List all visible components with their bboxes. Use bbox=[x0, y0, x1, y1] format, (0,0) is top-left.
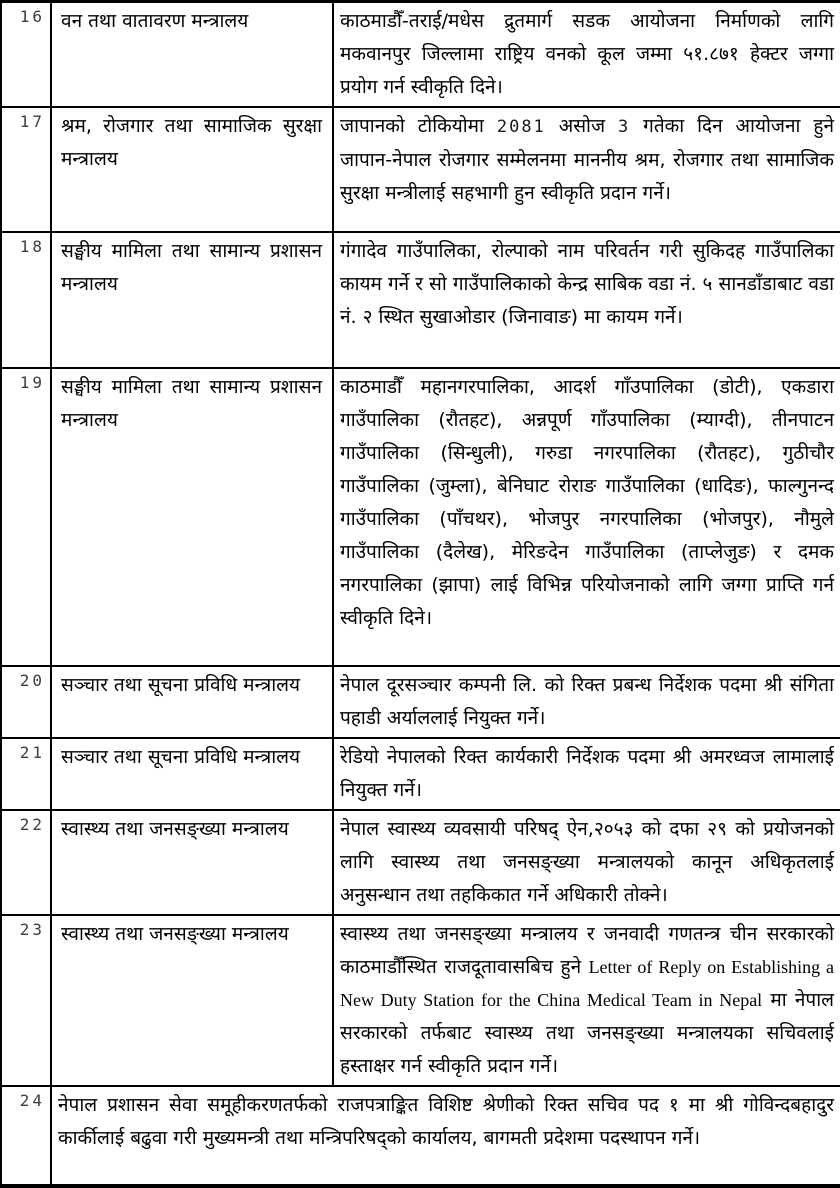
serial-number-cell: 16 bbox=[1, 2, 51, 108]
table-row bbox=[1, 738, 840, 810]
ministry-cell: सञ्चार तथा सूचना प्रविधि मन्त्रालय bbox=[51, 666, 333, 738]
table-row bbox=[1, 107, 840, 232]
decision-text-segment: गंगादेव गाउँपालिका, रोल्पाको नाम परिवर्तन गरी सुकिदह गाउँपालिका कायम गर्ने र सो गाउँपालिकाको केन्द्र साबिक वडा नं. ५ सानडाँडाबाट वडा नं. २ स्थित सुखाओडार (जिनावाङ) मा कायम गर्ने। bbox=[340, 240, 834, 328]
decision-text-segment: मा नेपाल सरकारको तर्फबाट स्वास्थ्य तथा जनसङ्ख्या मन्त्रालयका सचिवलाई हस्ताक्षर गर्न स्वीकृति प्रदान गर्ने। bbox=[340, 989, 834, 1077]
decision-text-segment: 2081 bbox=[496, 117, 546, 137]
ministry-cell: वन तथा वातावरण मन्त्रालय bbox=[51, 2, 333, 108]
table-row bbox=[1, 1086, 840, 1186]
decision-text-segment: रेडियो नेपालको रिक्त कार्यकारी निर्देशक पदमा श्री अमरध्वज लामालाई नियुक्त गर्ने। bbox=[340, 746, 834, 801]
table-row bbox=[1, 368, 840, 666]
ministry-cell: सङ्घीय मामिला तथा सामान्य प्रशासन मन्त्रालय bbox=[51, 368, 333, 666]
serial-number-cell: 20 bbox=[1, 666, 51, 738]
decision-cell bbox=[333, 2, 840, 108]
ministry-cell: स्वास्थ्य तथा जनसङ्ख्या मन्त्रालय bbox=[51, 915, 333, 1086]
table-row bbox=[1, 915, 840, 1086]
serial-number-cell: 23 bbox=[1, 915, 51, 1086]
decision-text-segment: असोज bbox=[545, 115, 618, 137]
decision-cell bbox=[51, 1086, 840, 1186]
decision-text-segment: नेपाल प्रशासन सेवा समूहीकरणतर्फको राजपत्राङ्कित विशिष्ट श्रेणीको रिक्त सचिव पद १ मा श्री गोविन्दबहादुर कार्कीलाई बढुवा गरी मुख्यमन्त्री तथा मन्त्रिपरिषद्को कार्यालय, बागमती प्रदेशमा पदस्थापन गर्ने। bbox=[58, 1094, 834, 1149]
decision-text-segment: जापानको टोकियोमा bbox=[340, 115, 497, 137]
serial-number-cell: 21 bbox=[1, 738, 51, 810]
serial-number-cell: 24 bbox=[1, 1086, 51, 1186]
serial-number-cell: 17 bbox=[1, 107, 51, 232]
decision-cell bbox=[333, 232, 840, 368]
ministry-cell: स्वास्थ्य तथा जनसङ्ख्या मन्त्रालय bbox=[51, 810, 333, 915]
decision-text-segment: 3 bbox=[617, 117, 631, 137]
ministry-cell: श्रम, रोजगार तथा सामाजिक सुरक्षा मन्त्रालय bbox=[51, 107, 333, 232]
table-row bbox=[1, 232, 840, 368]
decision-cell bbox=[333, 810, 840, 915]
decision-cell bbox=[333, 738, 840, 810]
serial-number-cell: 18 bbox=[1, 232, 51, 368]
decision-cell bbox=[333, 368, 840, 666]
ministry-cell: सङ्घीय मामिला तथा सामान्य प्रशासन मन्त्रालय bbox=[51, 232, 333, 368]
decision-text-segment: काठमाडौँ महानगरपालिका, आदर्श गाँउपालिका (डोटी), एकडारा गाउँपालिका (रौतहट), अन्नपूर्ण गाँउपालिका (म्याग्दी), तीनपाटन गाउँपालिका (सिन्धुली), गरुडा नगरपालिका (रौतहट), गुठीचौर गाउँपालिका (जुम्ला), बेनिघाट रोराङ गाउँपालिका (धादिङ), फाल्गुनन्द गाउँपालिका (पाँचथर), भोजपुर नगरपालिका (भोजपुर), नौमुले गाउँपालिका (दैलेख), मेरिङदेन गाउँपालिका (ताप्लेजुङ) र दमक नगरपालिका (झापा) लाई विभिन्न परियोजनाको लागि जग्गा प्राप्ति गर्न स्वीकृति दिने। bbox=[340, 376, 834, 629]
decision-cell bbox=[333, 666, 840, 738]
decision-text-segment: Letter of Reply on Establishing a New Duty Station for the China Medical Team in Nepal bbox=[340, 957, 834, 1010]
table-row bbox=[1, 666, 840, 738]
decision-text-segment: नेपाल स्वास्थ्य व्यवसायी परिषद् ऐन,२०५३ को दफा २९ को प्रयोजनको लागि स्वास्थ्य तथा जनसङ्ख्या मन्त्रालयको कानून अधिकृतलाई अनुसन्धान तथा तहकिकात गर्ने अधिकारी तोक्ने। bbox=[340, 818, 834, 906]
decisions-table-body bbox=[1, 2, 840, 1187]
decision-text-segment: नेपाल दूरसञ्चार कम्पनी लि. को रिक्त प्रबन्ध निर्देशक पदमा श्री संगिता पहाडी अर्याललाई नियुक्त गर्ने। bbox=[340, 674, 834, 729]
decision-text-segment: स्वास्थ्य तथा जनसङ्ख्या मन्त्रालय र जनवादी गणतन्त्र चीन सरकारको काठमाडौँस्थित राजदूतावासबिच हुने bbox=[340, 923, 834, 978]
decision-cell bbox=[333, 915, 840, 1086]
decision-cell bbox=[333, 107, 840, 232]
serial-number-cell: 19 bbox=[1, 368, 51, 666]
ministry-cell: सञ्चार तथा सूचना प्रविधि मन्त्रालय bbox=[51, 738, 333, 810]
table-row bbox=[1, 810, 840, 915]
decision-text-segment: काठमाडौँ-तराई/मधेस द्रुतमार्ग सडक आयोजना निर्माणको लागि मकवानपुर जिल्लामा राष्ट्रिय वनको कूल जम्मा ५१.८७१ हेक्टर जग्गा प्रयोग गर्न स्वीकृति दिने। bbox=[340, 10, 834, 98]
serial-number-cell: 22 bbox=[1, 810, 51, 915]
table-row bbox=[1, 2, 840, 108]
decision-text-segment: गतेका दिन आयोजना हुने जापान-नेपाल रोजगार सम्मेलनमा माननीय श्रम, रोजगार तथा सामाजिक सुरक्षा मन्त्रीलाई सहभागी हुन स्वीकृति प्रदान गर्ने। bbox=[340, 115, 834, 204]
